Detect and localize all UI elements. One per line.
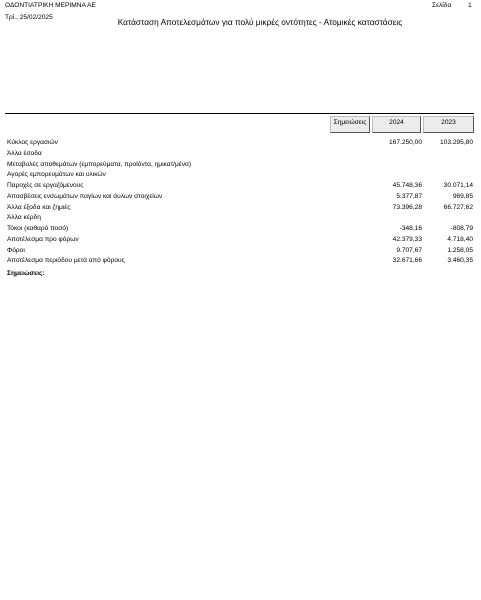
row-label: Τόκοι (καθαρό ποσό) — [7, 225, 69, 232]
row-value-2023: -808,79 — [450, 225, 473, 232]
row-value-2024: 167.250,00 — [388, 139, 422, 146]
column-header-year-2024: 2024 — [372, 116, 421, 133]
page-number: 1 — [468, 2, 472, 9]
column-header-year-2023: 2023 — [423, 116, 474, 133]
row-label: Αποτέλεσμα περιόδου μετά από φόρους — [7, 257, 125, 265]
table-row — [0, 161, 481, 172]
table-row — [0, 193, 481, 204]
report-date: Τρί., 25/02/2025 — [5, 14, 53, 21]
page-label: Σελίδα — [432, 2, 452, 9]
row-value-2024: 42.379,33 — [392, 235, 422, 243]
table-row — [0, 139, 481, 150]
row-value-2023: 3.460,35 — [447, 257, 473, 265]
table-row — [0, 247, 481, 258]
row-value-2023: 30.071,14 — [443, 182, 473, 189]
company-name: ΟΔΟΝΤΙΑΤΡΙΚΗ ΜΕΡΙΜΝΑ ΑΕ — [5, 2, 96, 9]
row-value-2023: 103.295,80 — [439, 139, 473, 146]
row-label: Μεταβολές αποθεμάτων (εμπορεύματα, προϊόντα, ημικατ/μένα) — [7, 160, 192, 168]
row-value-2024: 9.707,67 — [396, 246, 422, 254]
notes-label: Σημειώσεις: — [7, 270, 45, 277]
row-value-2024: -348,16 — [399, 225, 422, 232]
row-value-2023: 66.727,62 — [443, 203, 473, 211]
row-label: Παροχές σε εργαζόμενους — [7, 182, 84, 189]
row-label: Άλλα κέρδη — [7, 214, 41, 222]
row-value-2024: 32.671,66 — [392, 257, 422, 265]
row-value-2023: 969,85 — [452, 192, 473, 200]
table-row — [0, 182, 481, 193]
column-header-notes: Σημειώσεις — [330, 116, 370, 133]
row-label: Αποσβέσεις ενσωμάτων παγίων και άυλων στοιχείων — [7, 192, 163, 200]
header-rule — [5, 113, 474, 114]
row-label: Αποτέλεσμα προ φόρων — [7, 235, 79, 243]
row-label: Άλλα έσοδα — [7, 149, 42, 157]
row-value-2023: 1.258,05 — [447, 246, 473, 254]
row-label: Κύκλος εργασιών — [7, 139, 58, 146]
report-title: Κατάσταση Αποτελεσμάτων για πολύ μικρές οντότητες - Ατομικές καταστάσεις — [117, 17, 403, 27]
table-row — [0, 150, 481, 161]
table-row — [0, 204, 481, 215]
row-value-2023: 4.718,40 — [447, 235, 473, 243]
table-row — [0, 171, 481, 182]
table-row — [0, 257, 481, 268]
row-value-2024: 5.377,87 — [396, 192, 422, 200]
table-row — [0, 225, 481, 236]
row-value-2024: 45.748,36 — [392, 182, 422, 189]
row-value-2024: 73.396,28 — [392, 203, 422, 211]
row-label: Άλλα έξοδα και ζημιές — [7, 203, 71, 211]
table-row — [0, 236, 481, 247]
row-label: Αγορές εμπορευμάτων και υλικών — [7, 171, 106, 179]
row-label: Φόροι — [7, 246, 25, 254]
table-row — [0, 214, 481, 225]
